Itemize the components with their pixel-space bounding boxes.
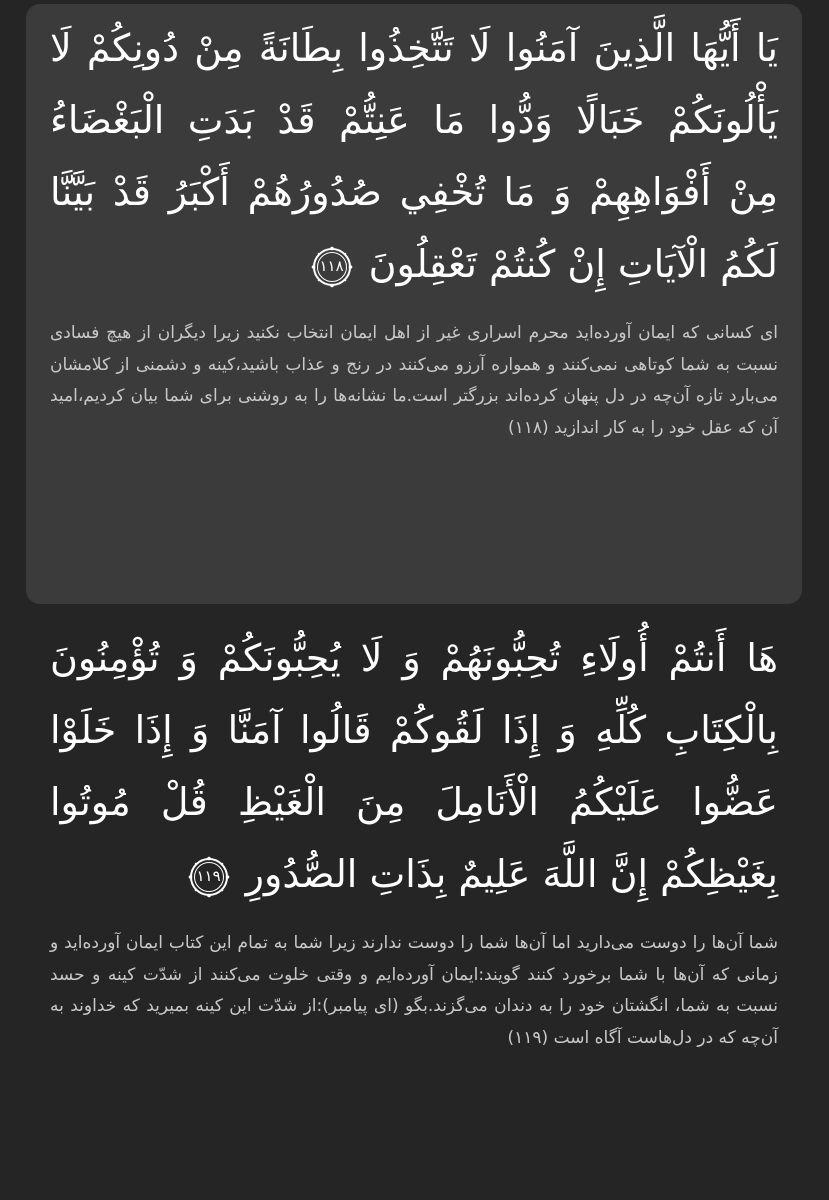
arabic-line: بِالْكِتَابِ كُلِّهِ وَ إِذَا لَقُوكُمْ قَالُوا آمَنَّا وَ إِذَا خَلَوْا <box>50 708 778 752</box>
arabic-verse-118 <box>50 12 778 300</box>
arabic-line-last <box>50 228 778 300</box>
ayah-end-marker-icon <box>188 856 230 898</box>
arabic-line: يَا أَيُّهَا الَّذِينَ آمَنُوا لَا تَتَّخِذُوا بِطَانَةً مِنْ دُونِكُمْ لَا <box>50 26 778 70</box>
verse-card-118[interactable] <box>26 4 802 604</box>
arabic-line: هَا أَنتُمْ أُولَاءِ تُحِبُّونَهُمْ وَ لَا يُحِبُّونَكُمْ وَ تُؤْمِنُونَ <box>50 636 778 680</box>
arabic-verse-119 <box>50 622 778 910</box>
ayah-number: ١١٩ <box>196 867 221 885</box>
arabic-line: عَضُّوا عَلَيْكُمُ الْأَنَامِلَ مِنَ الْغَيْظِ قُلْ مُوتُوا <box>50 780 778 824</box>
arabic-line: يَأْلُونَكُمْ خَبَالًا وَدُّوا مَا عَنِتُّمْ قَدْ بَدَتِ الْبَغْضَاءُ <box>50 98 778 142</box>
ayah-end-marker-icon <box>311 246 353 288</box>
arabic-line: مِنْ أَفْوَاهِهِمْ وَ مَا تُخْفِي صُدُورُهُمْ أَكْبَرُ قَدْ بَيَّنَّا <box>50 170 778 214</box>
arabic-line-last <box>50 838 778 910</box>
translation-118: ای کسانی که ایمان آورده‌اید محرم اسراری غیر از اهل ایمان انتخاب نکنید زیرا دیگران از هیچ فسادی نسبت به شما کوتاهی نمی‌کنند و همواره آرزو می‌کنند در رنج و عذاب باشید،کینه و دشمنی از کلامشان می‌بارد تازه آن‌چه در دل پنهان کرده‌اند بزرگتر است.ما نشانه‌ها را به روشنی برای شما بیان کردیم،امید آن که عقل خود را به کار اندازید (۱۱۸) <box>50 323 778 438</box>
arabic-line-text: لَكُمُ الْآيَاتِ إِنْ كُنتُمْ تَعْقِلُونَ <box>368 242 778 286</box>
arabic-line-text: بِغَيْظِكُمْ إِنَّ اللَّهَ عَلِيمٌ بِذَاتِ الصُّدُورِ <box>245 852 778 896</box>
verse-block-119[interactable] <box>26 614 802 1200</box>
translation-119: شما آن‌ها را دوست می‌دارید اما آن‌ها شما را دوست ندارند زیرا شما به تمام این کتاب ایمان آورده‌اید و زمانی که آن‌ها با شما برخورد کنند گویند:ایمان آورده‌ایم و وقتی خلوت می‌کنند از شدّت کینه و حسد نسبت به شما، انگشتان خود را به دندان می‌گزند.بگو (ای پیامبر):از شدّت این کینه بمیرید که خداوند به آن‌چه که در دل‌هاست آگاه است (۱۱۹) <box>50 933 778 1048</box>
ayah-number: ١١٨ <box>319 257 344 275</box>
